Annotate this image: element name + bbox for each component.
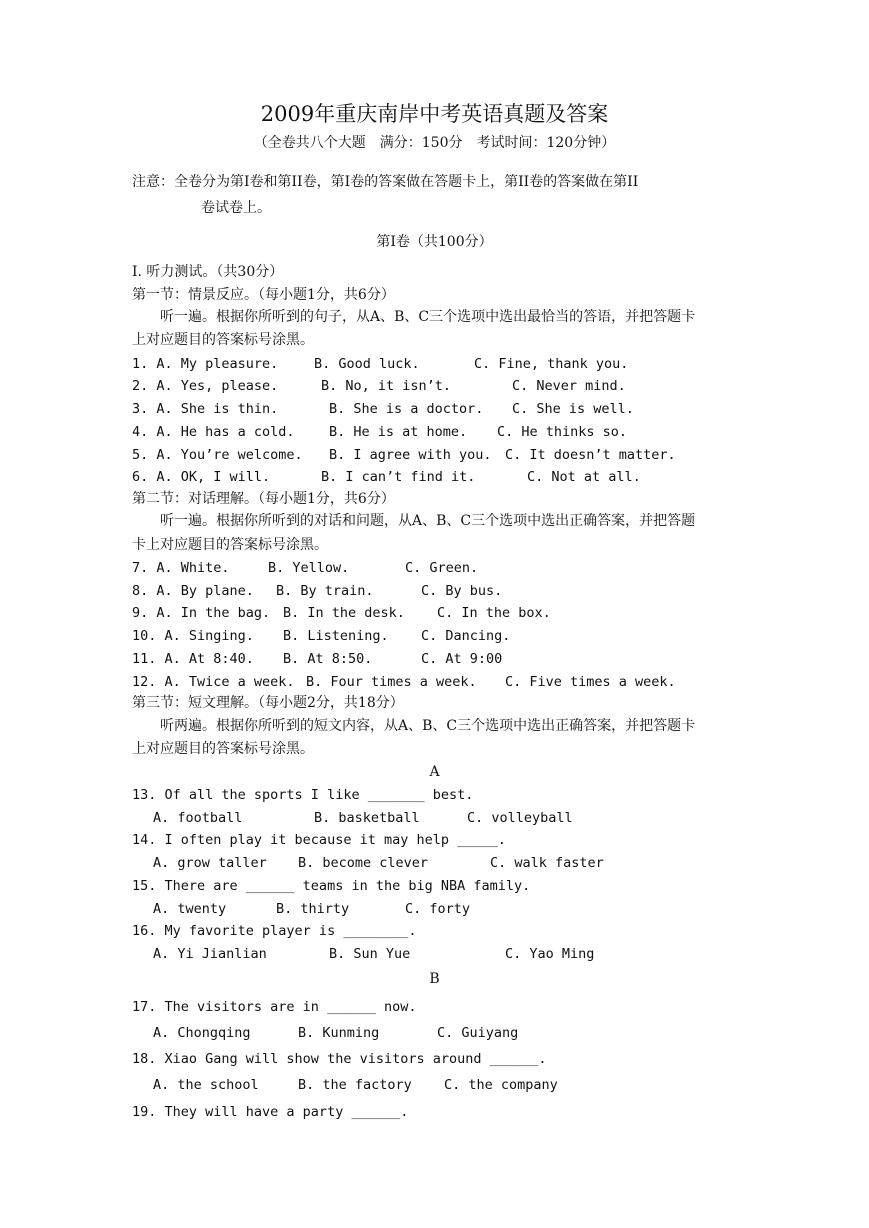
q3-option-a: 3. A. She is thin. [132, 401, 279, 417]
q19-stem: 19. They will have a party ______. [132, 1104, 409, 1120]
q12-option-b: B. Four times a week. [306, 674, 477, 690]
q1-option-b: B. Good luck. [314, 356, 420, 372]
q9-option-a: 9. A. In the bag. [132, 605, 271, 621]
q10-option-c: C. Dancing. [421, 628, 511, 644]
q8-option-b: B. By train. [276, 583, 374, 599]
section-1-heading: 第一节：情景反应。（每小题1分，共6分） [132, 287, 395, 303]
q2-option-a: 2. A. Yes, please. [132, 378, 279, 394]
q18-option-c: C. the company [444, 1077, 558, 1093]
section-1-instruction-2: 上对应题目的答案标号涂黑。 [132, 332, 314, 348]
section-2-heading: 第二节：对话理解。（每小题1分，共6分） [132, 491, 395, 507]
q7-option-b: B. Yellow. [268, 560, 350, 576]
q17-option-a: A. Chongqing [153, 1025, 251, 1041]
q8-option-c: C. By bus. [421, 583, 503, 599]
q6-option-a: 6. A. OK, I will. [132, 469, 271, 485]
q2-option-c: C. Never mind. [512, 378, 626, 394]
q8-option-a: 8. A. By plane. [132, 583, 254, 599]
exam-title: 2009年重庆南岸中考英语真题及答案 [260, 102, 609, 126]
q4-option-a: 4. A. He has a cold. [132, 424, 295, 440]
section-2-instruction-2: 卡上对应题目的答案标号涂黑。 [132, 537, 328, 553]
q5-option-a: 5. A. You’re welcome. [132, 447, 303, 463]
q16-stem: 16. My favorite player is ________. [132, 923, 417, 939]
q17-option-c: C. Guiyang [437, 1025, 519, 1041]
q4-option-b: B. He is at home. [329, 424, 468, 440]
q1-option-a: 1. A. My pleasure. [132, 356, 279, 372]
q9-option-c: C. In the box. [437, 605, 551, 621]
q13-option-c: C. volleyball [467, 810, 573, 826]
q18-option-b: B. the factory [298, 1077, 412, 1093]
part-1-heading: I. 听力测试。（共30分） [132, 264, 284, 280]
q15-option-c: C. forty [405, 901, 471, 917]
q15-option-a: A. twenty [153, 901, 227, 917]
q11-option-a: 11. A. At 8:40. [132, 651, 254, 667]
q13-option-b: B. basketball [314, 810, 420, 826]
q3-option-b: B. She is a doctor. [329, 401, 484, 417]
q12-option-a: 12. A. Twice a week. [132, 674, 295, 690]
q5-option-c: C. It doesn’t matter. [505, 447, 676, 463]
q2-option-b: B. No, it isn’t. [321, 378, 452, 394]
passage-b-label: B [429, 971, 440, 987]
volume-1-heading: 第Ⅰ卷（共100分） [376, 234, 493, 250]
q11-option-b: B. At 8:50. [283, 651, 373, 667]
q16-option-a: A. Yi Jianlian [153, 946, 267, 962]
q11-option-c: C. At 9:00 [421, 651, 503, 667]
exam-subtitle: （全卷共八个大题 满分：150分 考试时间：120分钟） [253, 135, 616, 151]
section-1-instruction-1: 听一遍。根据你所听到的句子，从A、B、C三个选项中选出最恰当的答语，并把答题卡 [160, 309, 696, 325]
q13-option-a: A. football [153, 810, 243, 826]
q17-stem: 17. The visitors are in ______ now. [132, 999, 417, 1015]
q10-option-a: 10. A. Singing. [132, 628, 254, 644]
q12-option-c: C. Five times a week. [505, 674, 676, 690]
q17-option-b: B. Kunming [298, 1025, 380, 1041]
section-3-instruction-2: 上对应题目的答案标号涂黑。 [132, 741, 314, 757]
q7-option-c: C. Green. [405, 560, 479, 576]
q15-option-b: B. thirty [276, 901, 350, 917]
q1-option-c: C. Fine, thank you. [474, 356, 629, 372]
q4-option-c: C. He thinks so. [497, 424, 628, 440]
section-3-heading: 第三节：短文理解。（每小题2分，共18分） [132, 695, 404, 711]
q16-option-b: B. Sun Yue [329, 946, 411, 962]
q14-option-a: A. grow taller [153, 855, 267, 871]
q7-option-a: 7. A. White. [132, 560, 230, 576]
q14-option-b: B. become clever [298, 855, 429, 871]
q16-option-c: C. Yao Ming [505, 946, 595, 962]
q6-option-b: B. I can’t find it. [321, 469, 476, 485]
q14-option-c: C. walk faster [490, 855, 604, 871]
q13-stem: 13. Of all the sports I like _______ best. [132, 787, 474, 803]
q14-stem: 14. I often play it because it may help _____. [132, 832, 506, 848]
q15-stem: 15. There are ______ teams in the big NBA family. [132, 878, 531, 894]
q10-option-b: B. Listening. [283, 628, 389, 644]
notice-line-1: 注意：全卷分为第Ⅰ卷和第II卷，第Ⅰ卷的答案做在答题卡上，第II卷的答案做在第II [132, 174, 639, 190]
passage-a-label: A [429, 764, 440, 780]
notice-line-2: 卷试卷上。 [201, 200, 271, 216]
q3-option-c: C. She is well. [512, 401, 634, 417]
q18-stem: 18. Xiao Gang will show the visitors around ______. [132, 1051, 547, 1067]
q18-option-a: A. the school [153, 1077, 259, 1093]
q5-option-b: B. I agree with you. [329, 447, 492, 463]
q6-option-c: C. Not at all. [527, 469, 641, 485]
section-2-instruction-1: 听一遍。根据你所听到的对话和问题，从A、B、C三个选项中选出正确答案，并把答题 [160, 513, 696, 529]
section-3-instruction-1: 听两遍。根据你所听到的短文内容，从A、B、C三个选项中选出正确答案，并把答题卡 [160, 718, 696, 734]
q9-option-b: B. In the desk. [283, 605, 405, 621]
